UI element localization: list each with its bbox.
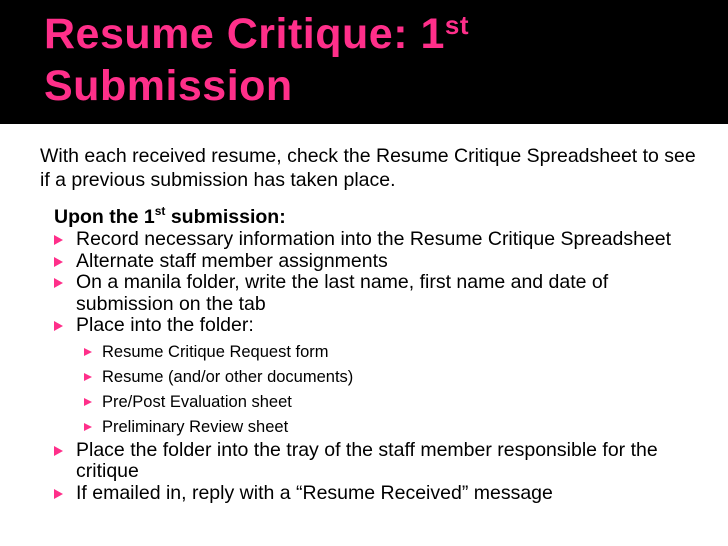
sub-list-item <box>50 390 710 415</box>
triangle-bullet-icon <box>54 321 63 331</box>
list-item <box>50 440 710 483</box>
sub-list-item-text: Pre/Post Evaluation sheet <box>102 392 292 411</box>
list-item-text: If emailed in, reply with a “Resume Received” message <box>76 481 553 504</box>
triangle-bullet-icon <box>84 398 92 406</box>
slide-title <box>44 8 684 112</box>
sub-list-item <box>50 415 710 440</box>
sub-list-item-text: Preliminary Review sheet <box>102 417 289 436</box>
triangle-bullet-icon <box>84 423 92 431</box>
list-item-text: Place into the folder: <box>76 314 254 336</box>
triangle-bullet-icon <box>84 373 92 381</box>
sub-list-item-text: Resume Critique Request form <box>102 342 329 361</box>
triangle-bullet-icon <box>84 348 92 356</box>
sub-list-item <box>50 340 710 365</box>
heading-superscript: st <box>154 204 166 218</box>
heading-text: Upon the 1 <box>54 206 155 228</box>
list-item <box>50 251 710 273</box>
sub-list-item-text: Resume (and/or other documents) <box>102 367 354 386</box>
intro-paragraph: With each received resume, check the Resume Critique Spreadsheet to see if a previous submission has taken place. <box>40 145 696 191</box>
title-text: Resume Critique: 1 <box>44 10 445 58</box>
list-item-text: Alternate staff member assignments <box>76 249 388 272</box>
triangle-bullet-icon <box>54 278 63 288</box>
list-item-text: On a manila folder, write the last name, first name and date of submission on the tab <box>76 271 609 315</box>
title-bar <box>0 0 728 124</box>
list-item <box>50 229 710 251</box>
list-item-text: Record necessary information into the Resume Critique Spreadsheet <box>76 228 672 250</box>
list-item <box>50 483 710 505</box>
list-heading <box>50 206 710 229</box>
triangle-bullet-icon <box>54 489 63 499</box>
list-item <box>50 315 710 337</box>
list-item <box>50 272 710 315</box>
triangle-bullet-icon <box>54 446 63 456</box>
triangle-bullet-icon <box>54 235 63 245</box>
list-item-text: Place the folder into the tray of the staff member responsible for the critique <box>76 438 658 482</box>
title-superscript: st <box>444 10 469 40</box>
triangle-bullet-icon <box>54 257 63 267</box>
sub-list-item <box>50 365 710 390</box>
title-line-2: Submission <box>44 62 293 110</box>
instruction-list <box>50 206 710 504</box>
heading-suffix: submission: <box>165 206 286 228</box>
